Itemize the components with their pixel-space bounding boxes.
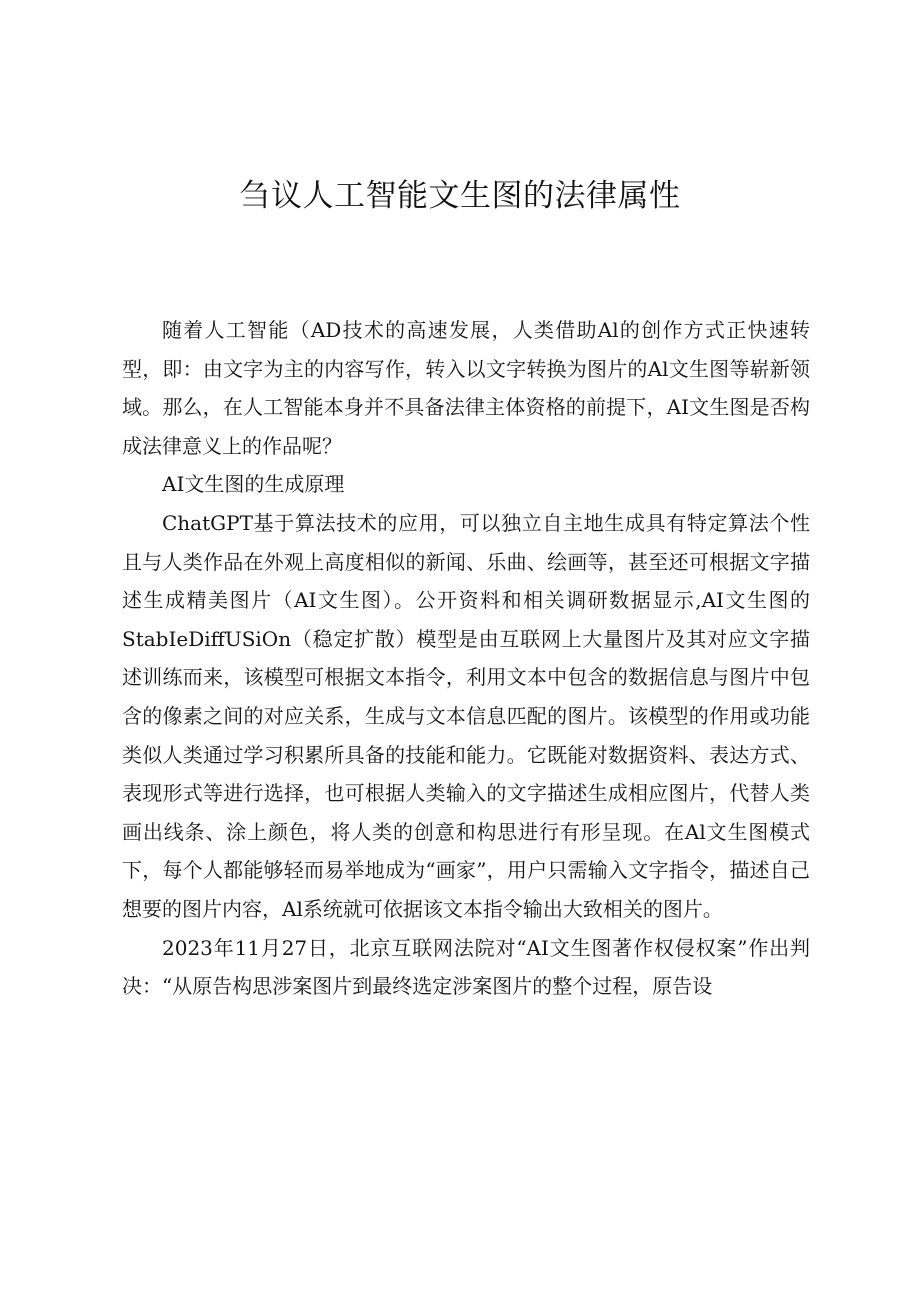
document-title: 刍议人工智能文生图的法律属性 <box>239 178 681 214</box>
paragraph-intro: 随着人工智能（AD技术的高速发展，人类借助Al的创作方式正快速转型，即：由文字为主的内容写作，转入以文字转换为图片的Al文生图等崭新领域。那么，在人工智能本身并不具备法律主体资格的前提下，AI文生图是否构成法律意义上的作品呢？ <box>122 318 810 458</box>
paragraph-principle: ChatGPT基于算法技术的应用，可以独立自主地生成具有特定算法个性且与人类作品在外观上高度相似的新闻、乐曲、绘画等，甚至还可根据文字描述生成精美图片（AI文生图）。公开资料和相关调研数据显示,AI文生图的StabIeDiffUSiOn（稳定扩散）模型是由互联网上大量图片及其对应文字描述训练而来，该模型可根据文本指令，利用文本中包含的数据信息与图片中包含的像素之间的对应关系，生成与文本信息匹配的图片。该模型的作用或功能类似人类通过学习积累所具备的技能和能力。它既能对数据资料、表达方式、表现形式等进行选择，也可根据人类输入的文字描述生成相应图片，代替人类画出线条、涂上颜色，将人类的创意和构思进行有形呈现。在Al文生图模式下，每个人都能够轻而易举地成为“画家”，用户只需输入文字指令，描述自己想要的图片内容，Al系统就可依据该文本指令输出大致相关的图片。 <box>122 510 810 921</box>
document-body <box>122 311 810 1006</box>
section-heading: AI文生图的生成原理 <box>162 472 345 497</box>
paragraph-case: 2023年11月27日，北京互联网法院对“AI文生图著作权侵权案”作出判决：“从原告构思涉案图片到最终选定涉案图片的整个过程，原告设 <box>122 935 810 999</box>
